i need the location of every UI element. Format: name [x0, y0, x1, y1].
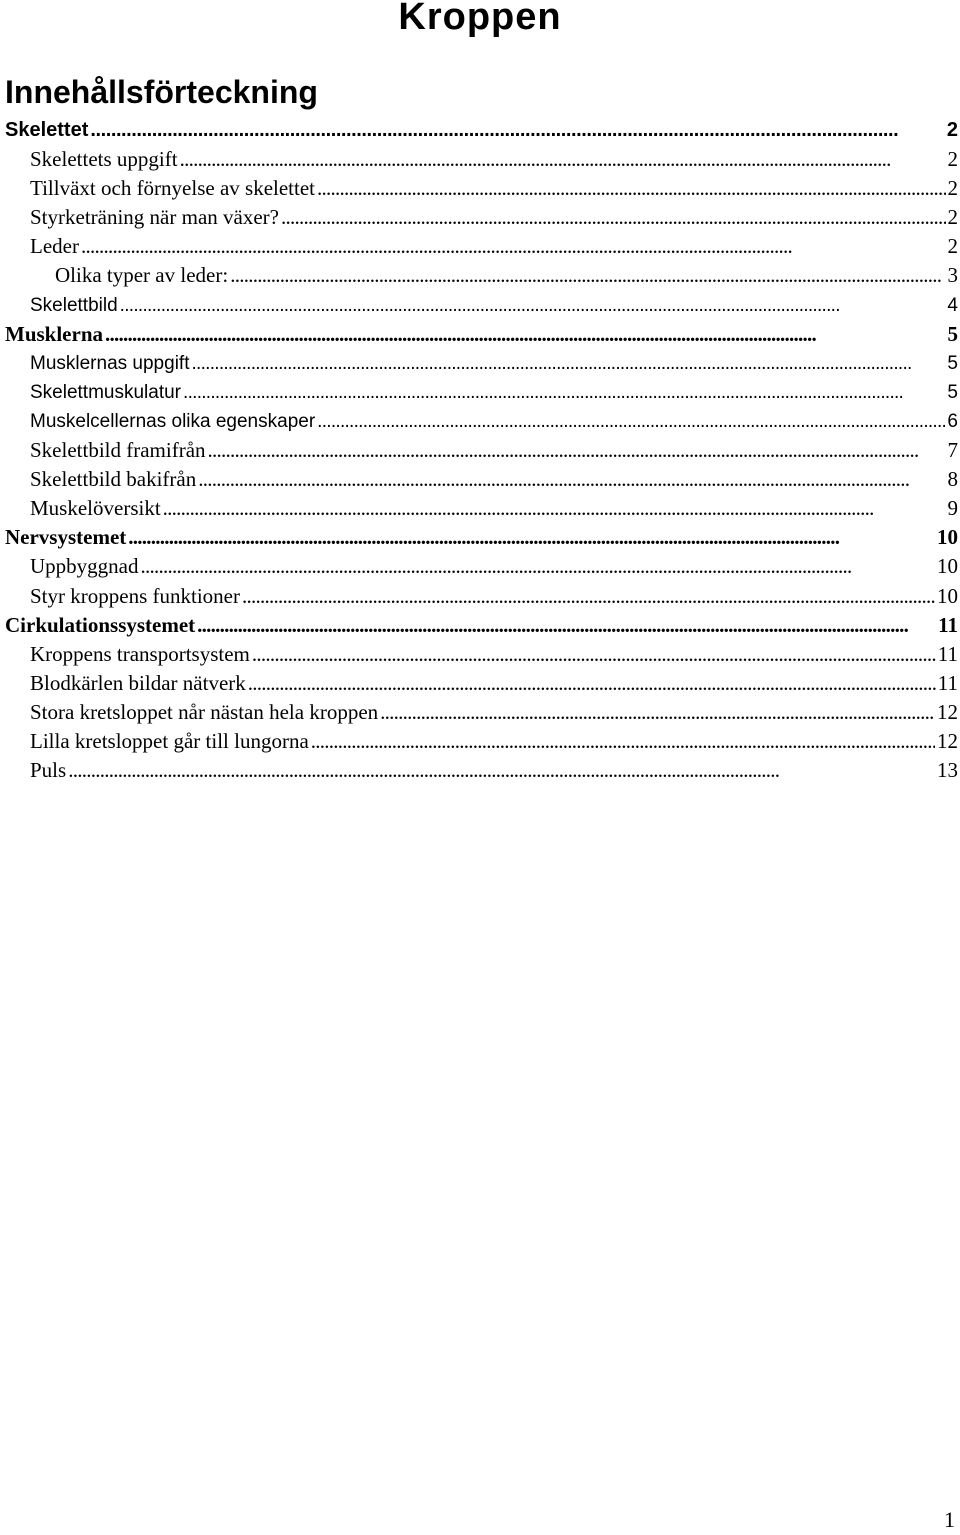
toc-entry-label: Leder [30, 234, 79, 259]
toc-dot-leader [105, 320, 945, 349]
toc-entry-label: Styrketräning när man växer? [30, 205, 279, 230]
toc-entry-page: 2 [947, 176, 958, 201]
toc-entry-label: Musklerna [5, 321, 104, 346]
toc-entry[interactable] [0, 436, 960, 465]
toc-entry-page: 2 [946, 119, 958, 141]
toc-entry[interactable] [0, 291, 960, 320]
toc-entry-page: 7 [947, 438, 958, 463]
toc-entry[interactable] [0, 232, 960, 261]
toc-dot-leader [380, 698, 935, 727]
toc-entry[interactable] [0, 261, 960, 290]
toc-entry[interactable] [0, 349, 960, 378]
toc-entry-label: Olika typer av leder: [55, 263, 229, 288]
toc-entry[interactable] [0, 145, 960, 174]
toc-entry-label: Muskelcellernas olika egenskaper [30, 410, 316, 432]
toc-entry-page: 11 [938, 612, 958, 637]
toc-entry[interactable] [0, 465, 960, 494]
toc-entry[interactable] [0, 523, 960, 552]
toc-heading: Innehållsförteckning [5, 74, 318, 110]
toc-entry-page: 11 [937, 670, 958, 695]
toc-entry-label: Skelettet [5, 119, 89, 141]
toc-entry-page: 10 [937, 583, 958, 608]
toc-entry-page: 3 [947, 263, 958, 288]
toc-entry-page: 5 [947, 352, 958, 374]
toc-entry-label: Lilla kretsloppet går till lungorna [30, 728, 309, 753]
document-title: Kroppen [398, 0, 562, 38]
toc-dot-leader [191, 349, 945, 378]
toc-entry[interactable] [0, 669, 960, 698]
toc-entry[interactable] [0, 203, 960, 232]
toc-entry-label: Skelettbild bakifrån [30, 467, 197, 492]
toc-entry[interactable] [0, 378, 960, 407]
toc-dot-leader [141, 552, 936, 581]
toc-entry-page: 8 [947, 467, 958, 492]
toc-dot-leader [311, 727, 935, 756]
toc-entry[interactable] [0, 320, 960, 349]
toc-dot-leader [230, 261, 945, 290]
toc-dot-leader [208, 436, 946, 465]
toc-entry-page: 5 [947, 321, 958, 346]
toc-entry-label: Musklernas uppgift [30, 352, 190, 374]
toc-entry[interactable] [0, 756, 960, 785]
toc-dot-leader [120, 291, 946, 320]
toc-dot-leader [317, 174, 946, 203]
toc-entry-label: Puls [30, 758, 67, 783]
toc-entry-label: Skelettbild [30, 294, 118, 316]
toc-entry[interactable] [0, 116, 960, 145]
toc-dot-leader [197, 611, 936, 640]
toc-dot-leader [128, 523, 935, 552]
toc-entry-page: 13 [937, 758, 958, 783]
toc-entry-label: Nervsystemet [5, 525, 127, 550]
toc-entry-page: 10 [937, 554, 958, 579]
toc-dot-leader [248, 669, 936, 698]
toc-dot-leader [90, 116, 945, 145]
toc-dot-leader [183, 378, 945, 407]
toc-entry[interactable] [0, 174, 960, 203]
toc-entry-label: Skelettmuskulatur [30, 381, 182, 403]
table-of-contents [0, 116, 960, 785]
toc-entry[interactable] [0, 552, 960, 581]
toc-entry-page: 6 [947, 410, 958, 432]
toc-entry[interactable] [0, 494, 960, 523]
toc-dot-leader [68, 756, 935, 785]
toc-entry[interactable] [0, 727, 960, 756]
toc-dot-leader [317, 407, 945, 436]
toc-entry-page: 9 [947, 496, 958, 521]
toc-dot-leader [198, 465, 945, 494]
toc-entry-page: 12 [937, 699, 958, 724]
toc-entry-page: 2 [947, 147, 958, 172]
toc-entry-label: Styr kroppens funktioner [30, 583, 240, 608]
toc-entry-label: Skelettbild framifrån [30, 438, 206, 463]
toc-entry-page: 11 [937, 641, 958, 666]
toc-entry-page: 10 [937, 525, 958, 550]
toc-entry[interactable] [0, 640, 960, 669]
toc-entry-page: 2 [947, 205, 958, 230]
toc-entry-page: 2 [947, 234, 958, 259]
toc-entry-label: Cirkulationssystemet [5, 612, 196, 637]
toc-entry-label: Muskelöversikt [30, 496, 161, 521]
toc-entry-label: Stora kretsloppet når nästan hela kroppen [30, 699, 379, 724]
toc-entry-label: Kroppens transportsystem [30, 641, 250, 666]
toc-entry-page: 4 [947, 294, 958, 316]
toc-dot-leader [281, 203, 946, 232]
toc-dot-leader [180, 145, 946, 174]
toc-dot-leader [163, 494, 946, 523]
toc-entry-label: Uppbyggnad [30, 554, 139, 579]
toc-entry-page: 12 [937, 728, 958, 753]
toc-entry-page: 5 [947, 381, 958, 403]
toc-entry[interactable] [0, 611, 960, 640]
toc-entry[interactable] [0, 698, 960, 727]
toc-entry-label: Blodkärlen bildar nätverk [30, 670, 246, 695]
page-number: 1 [944, 1507, 955, 1532]
toc-entry-label: Skelettets uppgift [30, 147, 178, 172]
toc-dot-leader [242, 582, 935, 611]
toc-entry[interactable] [0, 407, 960, 436]
toc-entry[interactable] [0, 582, 960, 611]
toc-dot-leader [81, 232, 946, 261]
toc-dot-leader [252, 640, 936, 669]
toc-entry-label: Tillväxt och förnyelse av skelettet [30, 176, 315, 201]
